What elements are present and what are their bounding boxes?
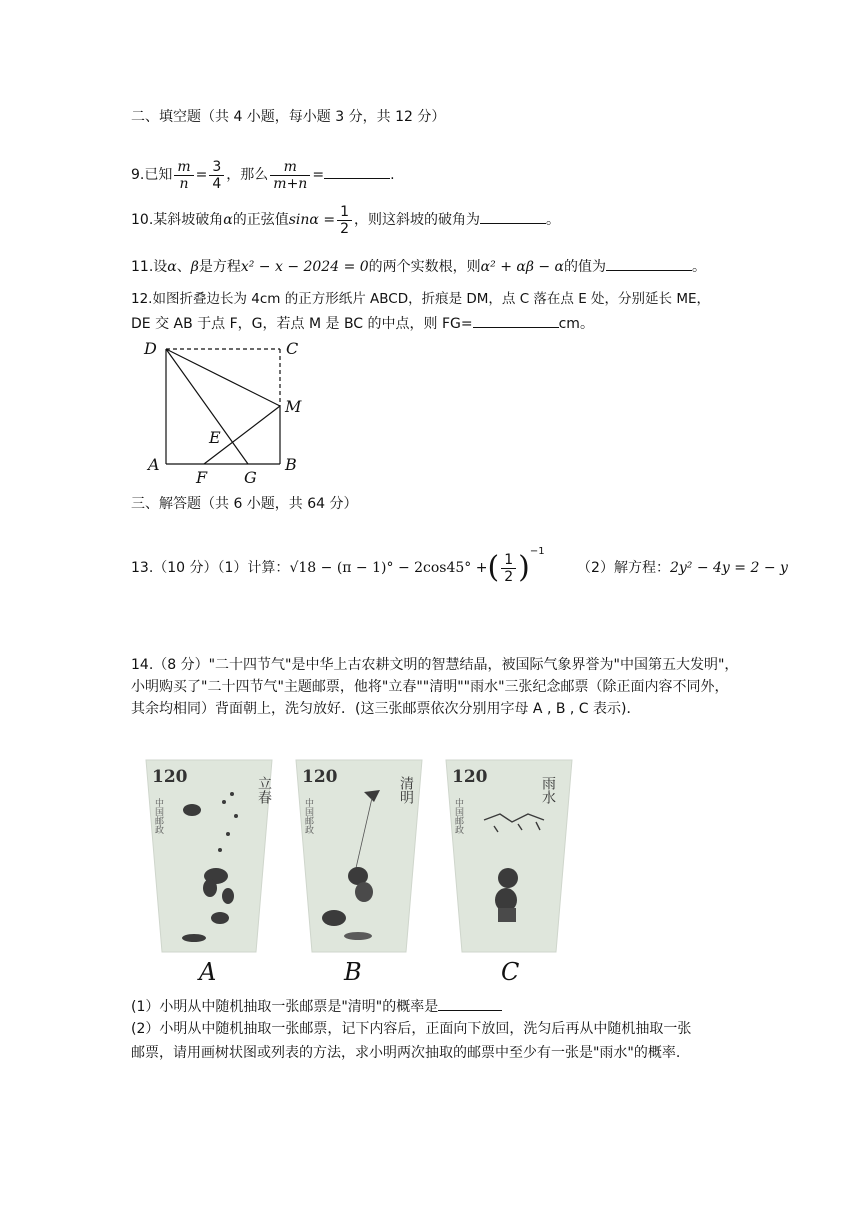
label-A: A [148,455,160,474]
q13-left-paren: ( [487,550,500,585]
label-C: C [286,339,299,358]
q11-answer-blank[interactable] [606,256,692,271]
q13-sqrt: √18 [289,560,317,576]
q10-prefix: 10.某斜坡破角 [131,212,224,228]
q11-sep: 、 [176,259,191,275]
q14-sub1-answer-blank[interactable] [438,996,502,1011]
section-2-heading: 二、填空题（共 4 小题，每小题 3 分，共 12 分） [131,109,446,125]
q12-square-diagram [140,336,320,488]
fold-DM [166,349,280,406]
q14-sub1-text: (1）小明从中随机抽取一张邮票是"清明"的概率是 [131,999,439,1015]
stamp-a-post: 中国邮政 [153,798,163,834]
q13-right-paren: ) [518,550,530,585]
stamp-lichun [144,758,274,954]
stamp-label-b: B [344,958,362,986]
q13-equation: 2y² − 4y = 2 − y [669,560,788,576]
q11-prefix: 11.设 [131,259,168,275]
q9-fraction-3-4: $\frac{3}{4}$ [209,159,224,192]
stamp-b-value: 120 [302,767,338,787]
q9-answer-blank[interactable] [324,164,390,179]
question-11 [131,256,706,277]
stamp-qingming [294,758,424,954]
q12-answer-blank[interactable] [473,313,559,328]
q10-mid: 的正弦值 [232,212,289,228]
q11-mid2: 的两个实数根，则 [368,259,481,275]
stamp-label-c: C [501,958,520,986]
q13-prefix: 13.（10 分）（1）计算： [131,560,290,576]
stamp-label-a: A [199,958,217,986]
section-3-heading: 三、解答题（共 6 小题，共 64 分） [131,496,358,512]
q10-answer-blank[interactable] [480,209,546,224]
label-G: G [244,468,257,487]
q11-alpha: α [167,259,177,275]
stamp-a-value: 120 [152,767,188,787]
label-M: M [285,397,302,416]
label-E: E [209,428,221,447]
stamp-a-title: 立春 [256,776,272,804]
q13-part-b: − 2cos45° [397,560,472,576]
label-D: D [144,339,157,358]
q11-end: 。 [692,259,707,275]
stamp-c-post: 中国邮政 [453,798,463,834]
q12-end: cm。 [558,316,594,332]
q9-equals: = [195,167,208,183]
q9-fraction-target: $\frac{m}{m+n}$ [270,159,310,192]
question-12-line-1: 12.如图折叠边长为 4cm 的正方形纸片 ABCD，折痕是 DM，点 C 落在点 E 处，分别延长 ME， [131,291,711,307]
q10-end: 。 [545,212,560,228]
q13-part-a: − (π − 1)° [320,560,394,576]
q10-fraction-1-2: $\frac{1}{2}$ [337,204,352,237]
question-9 [131,158,395,192]
stamp-b-title: 清明 [398,776,414,804]
q11-expression: α² + αβ − α [480,259,565,275]
q13-exponent: −1 [529,546,545,557]
label-B: B [285,455,297,474]
q9-mid: ，那么 [226,167,269,183]
stamp-yushui [444,758,574,954]
q11-equation: x² − x − 2024 = 0 [240,259,369,275]
question-14-sub-2-line-2: 邮票，请用画树状图或列表的方法，求小明两次抽取的邮票中至少有一张是"雨水"的概率. [131,1045,681,1061]
q10-sin: sinα = [288,212,336,228]
q10-alpha: α [223,212,233,228]
question-13 [131,530,788,585]
q9-fraction-m-n: $\frac{m}{n}$ [174,159,193,192]
q11-tail: 的值为 [564,259,607,275]
label-F: F [196,468,208,487]
q11-mid: 是方程 [198,259,241,275]
q9-tail: = [312,167,325,183]
q13-fraction-1-2: $\frac{1}{2}$ [501,552,516,585]
stamp-a-frame [146,760,272,952]
q10-tail: ，则这斜坡的破角为 [353,212,480,228]
stamp-b-post: 中国邮政 [303,798,313,834]
q9-prefix: 9.已知 [131,167,173,183]
stamp-c-value: 120 [452,767,488,787]
line-DG [166,349,248,464]
q13-plus: + [475,560,488,576]
q12-prefix: DE 交 AB 于点 F，G，若点 M 是 BC 的中点，则 FG= [131,316,473,332]
q9-end: . [390,167,395,183]
q11-beta: β [190,259,199,275]
q13-part-2: （2）解方程： [577,560,670,576]
question-12-line-2 [131,313,594,334]
question-14-sub-2-line-1: (2）小明从中随机抽取一张邮票，记下内容后，正面向下放回，洗匀后再从中随机抽取一张 [131,1021,692,1037]
question-14-sub-1 [131,996,502,1017]
question-10 [131,203,560,237]
stamp-c-title: 雨水 [540,776,556,804]
question-14-text: 14.（8 分）"二十四节气"是中华上古农耕文明的智慧结晶，被国际气象界誉为"中国第五大发明"，小明购买了"二十四节气"主题邮票，他将"立春""清明""雨水"三张纪念邮票（除正面内容不同外，其余均相同）背面朝上，洗匀放好．(这三张邮票依次分别用字母 A , B , C 表示)． [131,657,739,717]
